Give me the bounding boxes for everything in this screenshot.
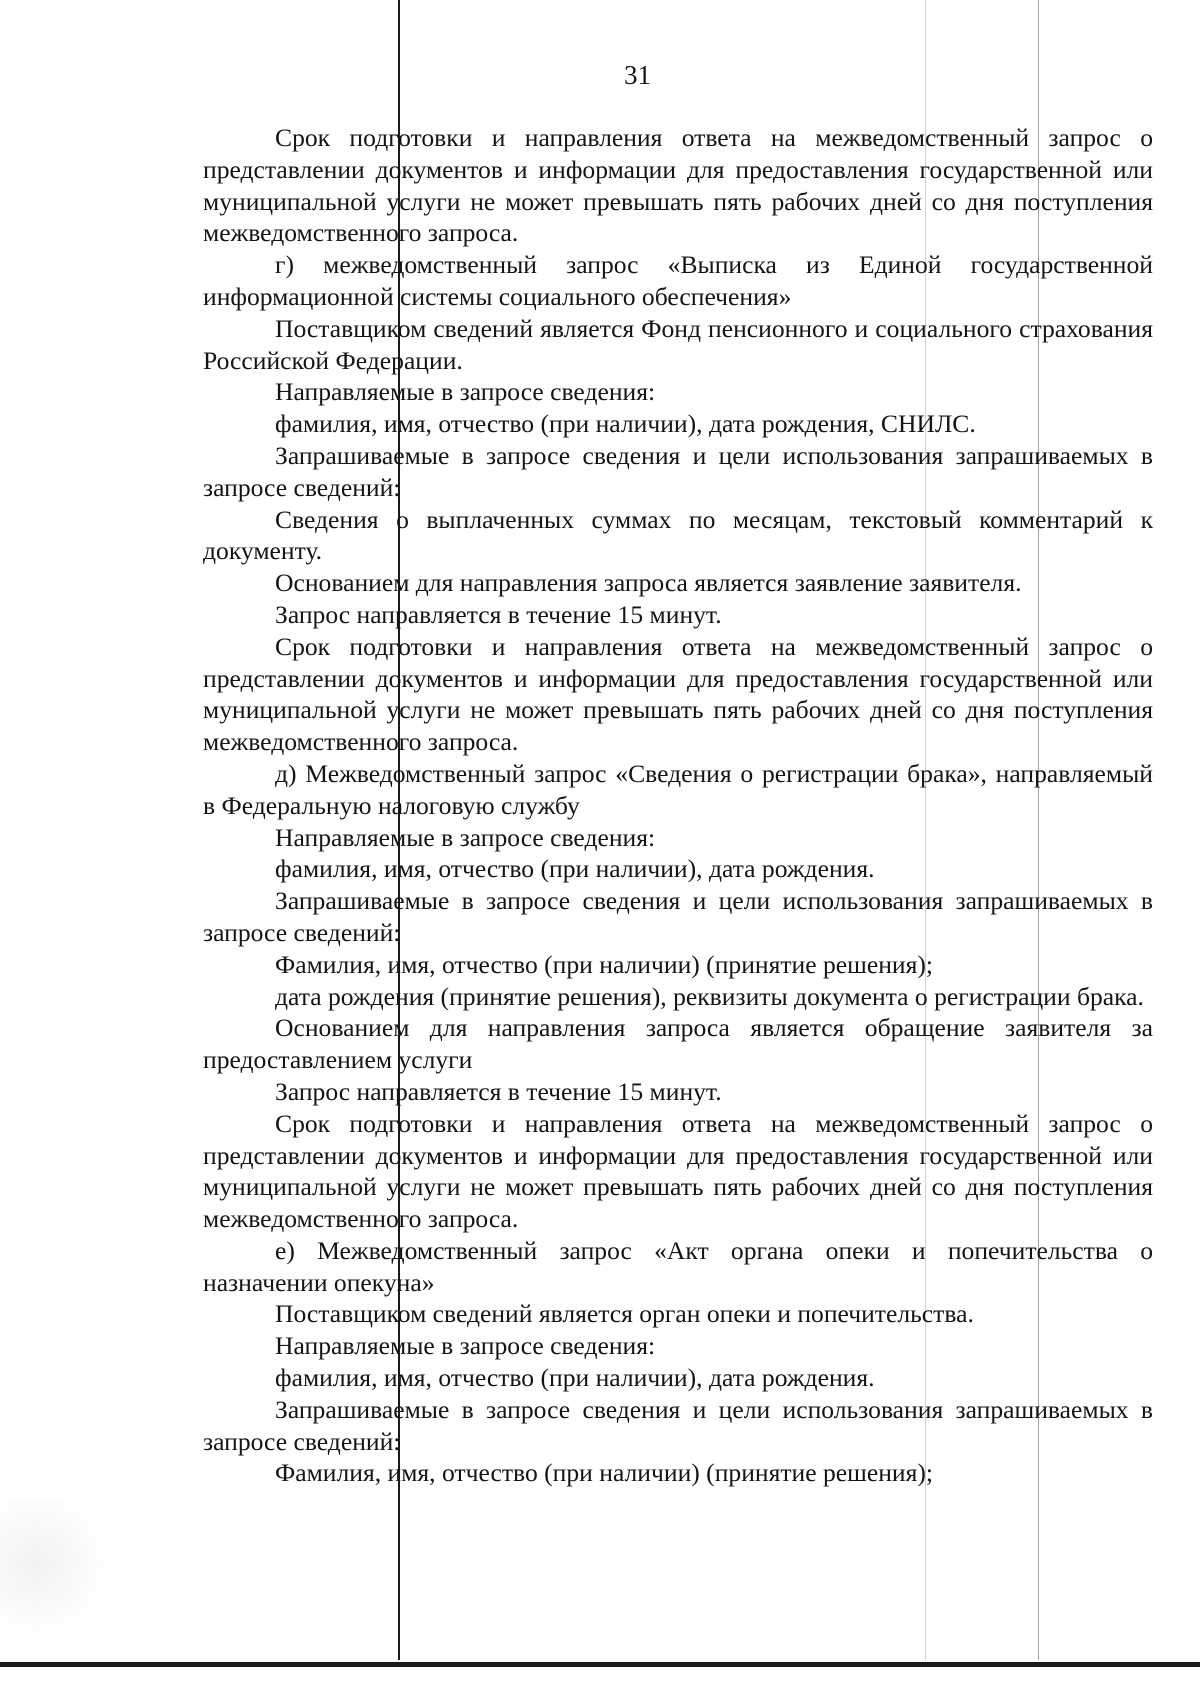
paragraph: Поставщиком сведений является Фонд пенсионного и социального страхования Российской Федерации. <box>203 313 1153 375</box>
paragraph: г) межведомственный запрос «Выписка из Единой государственной информационной системы социального обеспечения» <box>203 250 1153 311</box>
paragraph: Запрашиваемые в запросе сведения и цели использования запрашиваемых в запросе сведений: <box>203 440 1153 502</box>
paragraph: Направляемые в запросе сведения: <box>275 377 656 407</box>
paragraph: Срок подготовки и направления ответа на межведомственный запрос о представлении документов и информации для предоставления государственной или муниципальной услуги не может превышать пять рабочих дней со дня поступления межведомственного запроса. <box>203 123 1153 248</box>
paragraph: д) Межведомственный запрос «Сведения о регистрации брака», направляемый в Федеральную налоговую службу <box>203 758 1153 820</box>
paragraph: Запрашиваемые в запросе сведения и цели использования запрашиваемых в запросе сведений: <box>203 886 1153 947</box>
paragraph: Срок подготовки и направления ответа на межведомственный запрос о представлении документов и информации для предоставления государственной или муниципальной услуги не может превышать пять рабочих дней со дня поступления межведомственного запроса. <box>203 631 1153 757</box>
paragraph: фамилия, имя, отчество (при наличии), дата рождения. <box>275 854 875 884</box>
paragraph: Основанием для направления запроса является обращение заявителя за предоставлением услуги <box>203 1013 1153 1075</box>
paragraph: Поставщиком сведений является орган опеки и попечительства. <box>275 1299 974 1329</box>
paragraph: фамилия, имя, отчество (при наличии), дата рождения. <box>275 1363 875 1393</box>
paragraph: е) Межведомственный запрос «Акт органа опеки и попечительства о назначении опекуна» <box>203 1235 1153 1297</box>
paragraph: фамилия, имя, отчество (при наличии), дата рождения, СНИЛС. <box>275 409 976 439</box>
paragraph: Фамилия, имя, отчество (при наличии) (принятие решения); <box>275 1458 934 1488</box>
paragraph: Запрос направляется в течение 15 минут. <box>275 599 722 629</box>
paragraph: Основанием для направления запроса является заявление заявителя. <box>275 568 1022 598</box>
scan-artifact-edge <box>0 1662 1200 1667</box>
document-body <box>203 122 1153 1489</box>
paragraph: Сведения о выплаченных суммах по месяцам, текстовый комментарий к документу. <box>203 504 1153 566</box>
paragraph: Запрашиваемые в запросе сведения и цели использования запрашиваемых в запросе сведений: <box>203 1394 1153 1456</box>
paragraph: дата рождения (принятие решения), реквизиты документа о регистрации брака. <box>275 981 1144 1011</box>
paragraph: Срок подготовки и направления ответа на межведомственный запрос о представлении документов и информации для предоставления государственной или муниципальной услуги не может превышать пять рабочих дней со дня поступления межведомственного запроса. <box>203 1108 1153 1234</box>
paragraph: Фамилия, имя, отчество (при наличии) (принятие решения); <box>275 949 934 979</box>
paragraph: Запрос направляется в течение 15 минут. <box>275 1076 722 1106</box>
paragraph: Направляемые в запросе сведения: <box>275 1331 656 1361</box>
scan-artifact-speckle <box>0 1500 120 1660</box>
page-number: 31 <box>624 60 651 90</box>
paragraph: Направляемые в запросе сведения: <box>275 822 656 852</box>
